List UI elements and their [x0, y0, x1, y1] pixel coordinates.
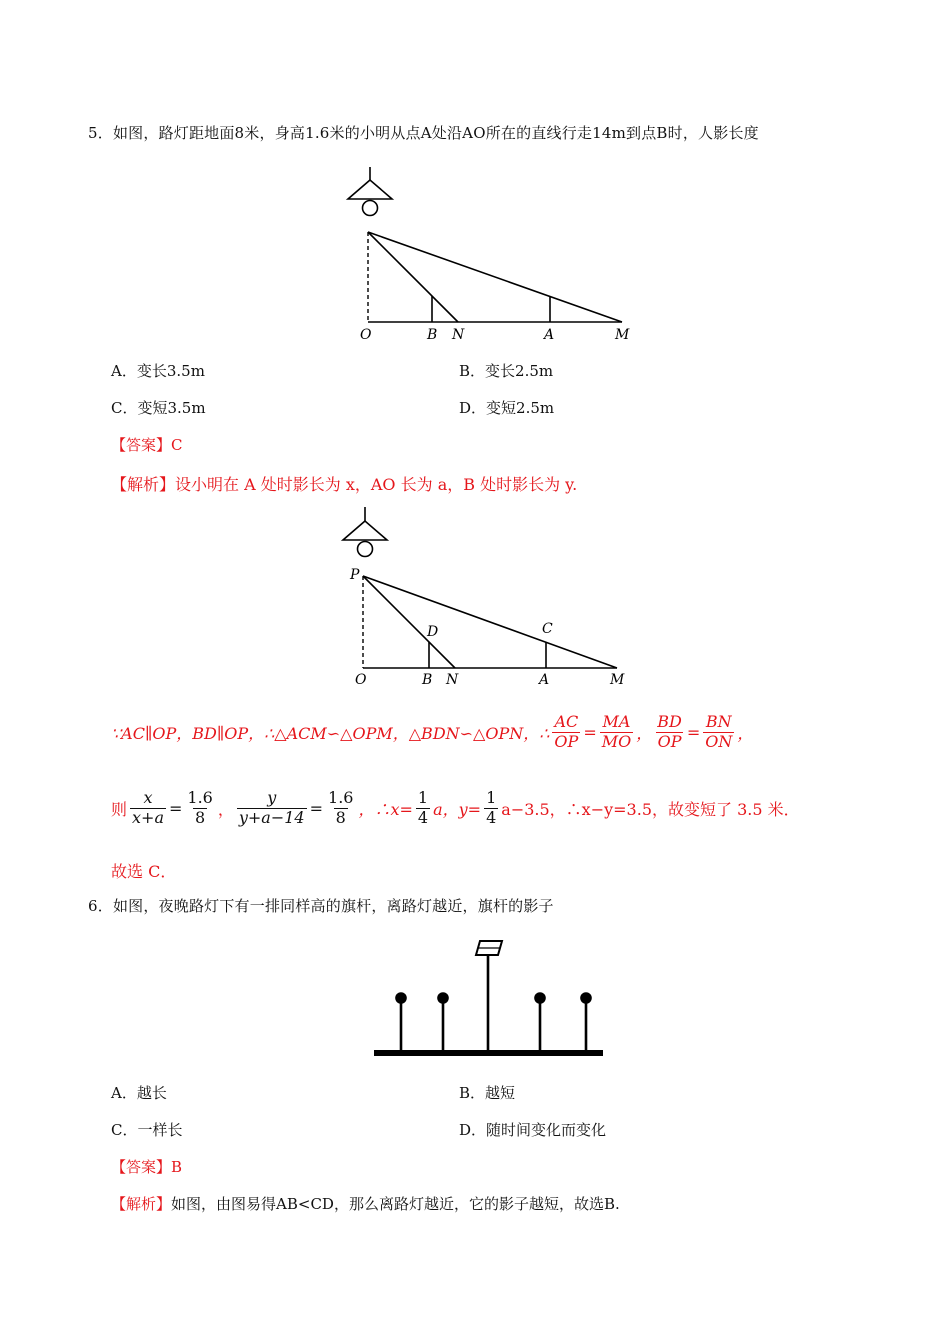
q6-analysis: [111, 1193, 620, 1214]
light-ray-to-N: [368, 232, 458, 322]
q6-answer: [111, 1156, 182, 1177]
label-C: C: [542, 621, 553, 637]
q5-answer: [111, 434, 183, 455]
numerator: MA: [602, 712, 631, 731]
fraction-1.6-over-8: [185, 790, 214, 827]
separator: ，: [636, 723, 653, 743]
street-lamp-icon: [476, 941, 502, 955]
equals-sign: =: [168, 798, 183, 818]
denominator: 4: [417, 807, 429, 827]
q5-figure-2: [325, 503, 635, 688]
q5-analysis: [111, 472, 577, 495]
fraction-bn-on: [703, 714, 734, 751]
option-text: 越长: [136, 1084, 167, 1102]
equals-sign: =: [309, 798, 324, 818]
option-letter: D．: [459, 399, 487, 417]
answer-value: B: [171, 1158, 183, 1176]
option-letter: B．: [459, 362, 486, 380]
separator: ，: [737, 723, 754, 743]
street-lamp-icon: [343, 507, 387, 557]
q5-solution-line-2: [111, 790, 800, 827]
light-ray-to-N: [363, 576, 455, 668]
label-N: N: [452, 327, 465, 343]
label-P: P: [350, 567, 360, 583]
option-text: 变长3.5m: [136, 362, 205, 380]
fraction-y-over-y-plus-a-minus-14: [237, 790, 307, 827]
answer-value: C: [171, 436, 183, 454]
fraction-bd-op: [655, 714, 684, 751]
option-letter: C．: [111, 399, 138, 417]
label-M: M: [615, 327, 630, 343]
fraction-ma-mo: [600, 714, 634, 751]
q6-option-b[interactable]: [459, 1082, 515, 1103]
solution-text: a，y=: [433, 799, 482, 819]
label-A: A: [544, 327, 555, 343]
q5-conclusion: 故选 C．: [111, 862, 177, 881]
option-text: 越短: [485, 1084, 516, 1102]
numerator: 1.6: [328, 788, 354, 807]
ground-bar: [374, 1050, 603, 1056]
label-N: N: [446, 672, 459, 688]
solution-text: ，∴x=: [358, 799, 413, 819]
solution-text: ∵AC∥OP，BD∥OP，∴△ACM∽△OPM，△BDN∽△OPN，∴: [111, 723, 550, 743]
q5-option-b[interactable]: [459, 360, 553, 381]
denominator: OP: [554, 731, 579, 751]
q6-option-a[interactable]: [111, 1082, 167, 1103]
label-A: A: [539, 672, 550, 688]
fraction-one-quarter: [484, 790, 498, 827]
option-text: 一样长: [137, 1121, 183, 1139]
denominator: 8: [335, 807, 346, 827]
option-letter: A．: [111, 362, 137, 380]
analysis-label: 【解析】: [111, 1195, 172, 1213]
flagpole-3: [536, 994, 545, 1052]
option-text: 变短2.5m: [486, 399, 555, 417]
light-ray-to-M: [368, 232, 622, 322]
q5-solution-line-1: [111, 714, 753, 751]
flagpole-4: [582, 994, 591, 1052]
separator: ，: [217, 799, 234, 819]
label-B: B: [422, 672, 433, 688]
numerator: 1.6: [187, 788, 213, 807]
q5-option-d[interactable]: [459, 397, 554, 418]
numerator: 1: [486, 788, 497, 807]
analysis-label: 【解析】: [111, 475, 176, 494]
option-letter: C．: [111, 1121, 138, 1139]
q5-text: 如图，路灯距地面8米，身高1.6米的小明从点A处沿AO所在的直线行走14m到点B时，人影长度: [112, 124, 759, 142]
equals-sign: =: [686, 722, 701, 742]
option-text: 随时间变化而变化: [486, 1121, 607, 1139]
denominator: 8: [195, 807, 206, 827]
numerator: y: [267, 788, 277, 807]
analysis-text: 如图，由图易得AB<CD，那么离路灯越近，它的影子越短，故选B.: [171, 1195, 620, 1213]
q6-number: 6．: [88, 897, 113, 915]
numerator: AC: [554, 712, 579, 731]
option-letter: D．: [459, 1121, 487, 1139]
denominator: y+a−14: [238, 807, 305, 827]
numerator: x: [143, 788, 153, 807]
label-O: O: [360, 327, 372, 343]
fraction-one-quarter: [416, 790, 430, 827]
q6-option-c[interactable]: [111, 1119, 183, 1140]
label-O: O: [355, 672, 367, 688]
label-B: B: [427, 327, 438, 343]
denominator: ON: [705, 731, 733, 751]
q6-stem: [88, 895, 554, 916]
q5-figure-1: [330, 162, 640, 347]
q6-figure: [372, 935, 604, 1060]
fraction-1.6-over-8: [326, 790, 355, 827]
label-M: M: [610, 672, 625, 688]
analysis-text: 设小明在 A 处时影长为 x，AO 长为 a，B 处时影长为 y.: [175, 475, 578, 494]
flagpole-1: [397, 994, 406, 1052]
q6-option-d[interactable]: [459, 1119, 606, 1140]
solution-prefix: 则: [111, 799, 128, 819]
option-letter: A．: [111, 1084, 137, 1102]
denominator: 4: [486, 807, 497, 827]
q5-option-c[interactable]: [111, 397, 206, 418]
q5-number: 5．: [88, 124, 113, 142]
denominator: OP: [657, 731, 682, 751]
denominator: x+a: [132, 807, 164, 827]
q6-text: 如图，夜晚路灯下有一排同样高的旗杆，离路灯越近，旗杆的影子: [112, 897, 554, 915]
numerator: BN: [705, 712, 732, 731]
option-text: 变短3.5m: [137, 399, 206, 417]
option-letter: B．: [459, 1084, 486, 1102]
flagpole-2: [439, 994, 448, 1052]
solution-text: a−3.5，∴x−y=3.5，故变短了 3.5 米．: [501, 799, 800, 819]
fraction-x-over-x-plus-a: [130, 790, 166, 827]
label-D: D: [427, 624, 439, 640]
numerator: 1: [417, 788, 429, 807]
street-lamp-icon: [348, 167, 392, 216]
q5-stem: [88, 122, 759, 143]
denominator: MO: [601, 731, 632, 751]
answer-label: 【答案】: [111, 436, 172, 454]
answer-label: 【答案】: [111, 1158, 172, 1176]
option-text: 变长2.5m: [485, 362, 554, 380]
numerator: BD: [657, 712, 682, 731]
fraction-ac-op: [552, 714, 580, 751]
q5-option-a[interactable]: [111, 360, 205, 381]
light-ray-to-M: [363, 576, 617, 668]
equals-sign: =: [583, 722, 597, 742]
